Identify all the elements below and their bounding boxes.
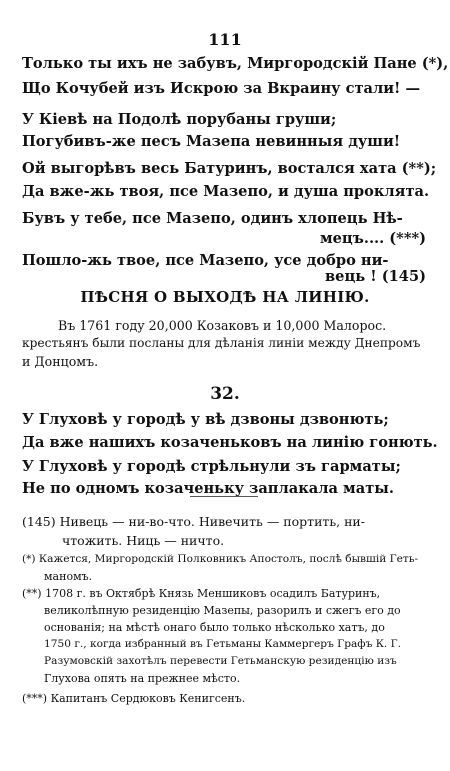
song-number: 32. bbox=[210, 384, 240, 404]
poem-line: Ой выгорѣвъ весь Батуринъ, востался хата (**); bbox=[22, 160, 437, 177]
intro-line: Въ 1761 году 20,000 Козаковъ и 10,000 Малорос. bbox=[58, 318, 387, 333]
footnote-line: маномъ. bbox=[44, 570, 93, 583]
poem-line: Пошло-жь твое, псе Мазепо, усе добро ни- bbox=[22, 252, 389, 269]
poem-line: Бувъ у тебе, псе Мазепо, одинъ хлопець Нѣ- bbox=[22, 210, 403, 227]
poem-line: Да вже-жь твоя, псе Мазепо, и душа проклята. bbox=[22, 183, 430, 200]
footnote-line: (145) Нивець — ни-во-что. Нивечить — портить, ни- bbox=[22, 514, 365, 529]
footnote-line: Глухова опять на прежнее мѣсто. bbox=[44, 672, 241, 685]
footnote-divider bbox=[190, 496, 258, 497]
poem-line: Только ты ихъ не забувъ, Миргородскій Пане (*), bbox=[22, 55, 449, 72]
intro-line: и Донцомъ. bbox=[22, 354, 99, 369]
footnote-line: (**) 1708 г. въ Октябрѣ Князь Меншиковъ осадилъ Батуринъ, bbox=[22, 587, 381, 600]
poem-line: У Кіевѣ на Подолѣ порубаны груши; bbox=[22, 111, 337, 128]
footnote-line: (*) Кажется, Миргородскій Полковникъ Апостолъ, послѣ бывшій Геть- bbox=[22, 553, 419, 565]
footnote-line: великолѣпную резиденцію Мазепы, разорилъ и сжегъ его до bbox=[44, 604, 401, 617]
poem-line: вець ! (145) bbox=[325, 268, 426, 285]
song-line: Не по одномъ козаченьку заплакала маты. bbox=[22, 480, 394, 497]
footnote-line: (***) Капитанъ Сердюковъ Кенигсенъ. bbox=[22, 692, 246, 705]
poem-line: мецъ.... (***) bbox=[319, 230, 426, 247]
footnote-line: Разумовскій захотѣлъ перевести Гетьманскую резиденцію изъ bbox=[44, 655, 397, 667]
footnote-line: основанія; на мѣстѣ онаго было только нѣсколько хатъ, до bbox=[44, 621, 385, 634]
song-line: У Глуховѣ у городѣ стрѣльнули зъ гарматы; bbox=[22, 458, 401, 475]
song-line: У Глуховѣ у городѣ у вѣ дзвоны дзвонють; bbox=[22, 411, 389, 428]
footnote-line: 1750 г., когда избранный въ Гетьманы Каммергеръ Графъ К. Г. bbox=[44, 638, 402, 650]
poem-line: Що Кочубей изъ Искрою за Вкраину стали! — bbox=[22, 80, 421, 97]
song-title: ПѢСНЯ О ВЫХОДѢ НА ЛИНІЮ. bbox=[80, 288, 370, 306]
song-line: Да вже нашихъ козаченьковъ на линію гонють. bbox=[22, 434, 438, 451]
intro-line: крестьянъ были посланы для дѣланія линіи между Днепромъ bbox=[22, 336, 421, 350]
poem-line: Погубивъ-же песъ Мазепа невинныя души! bbox=[22, 133, 401, 150]
footnote-line: чтожить. Ниць — ничто. bbox=[62, 533, 225, 548]
page-number: 111 bbox=[208, 30, 242, 49]
